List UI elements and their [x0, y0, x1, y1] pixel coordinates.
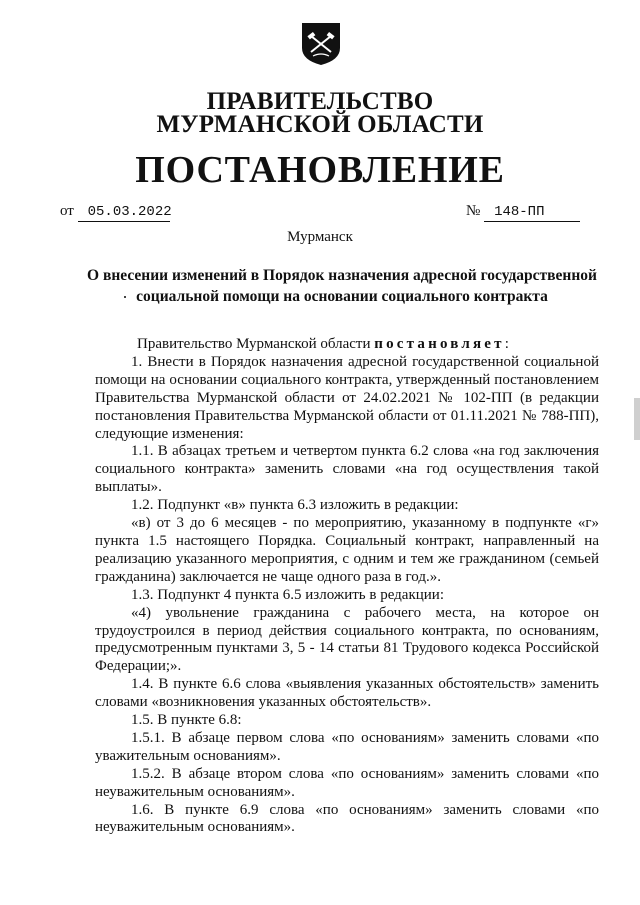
intro-text: Правительство Мурманской области — [137, 336, 375, 352]
paragraph: 1.2. Подпункт «в» пункта 6.3 изложить в редакции: — [131, 497, 459, 514]
paragraph: 1.5.2. В абзаце втором слова «по основаниям» заменить словами «по неуважительным основаниям». — [95, 765, 599, 800]
city-name: Мурманск — [287, 229, 353, 245]
document-title: О внесении изменений в Порядок назначения адресной государственной социальной помощи на основании социального контракта — [87, 267, 597, 305]
paragraph: 1.6. В пункте 6.9 слова «по основаниям» заменить словами «по неуважительным основаниям». — [95, 801, 599, 836]
number-prefix: № — [466, 203, 481, 219]
coat-of-arms-icon — [301, 22, 341, 66]
paragraph: 1.4. В пункте 6.6 слова «выявления указанных обстоятельств» заменить словами «возникновения указанных обстоятельств». — [95, 676, 599, 711]
paragraph: 1.1. В абзацах третьем и четвертом пункта 6.2 слова «на год заключения социального контракта» заменить словами «на год осуществления такой выплаты». — [95, 443, 599, 496]
government-name-line1: ПРАВИТЕЛЬСТВО — [206, 88, 434, 115]
decree-number — [466, 202, 580, 222]
paragraph: «4) увольнение гражданина с рабочего места, на которое он трудоустроился в период действия социального контракта, по основаниям, предусмотренным пунктами 3, 5 - 14 статьи 81 Трудового кодекса Российской Федерации;». — [95, 604, 599, 675]
scan-edge-shadow — [634, 398, 640, 440]
document-body — [95, 336, 599, 837]
date-value: 05.03.2022 — [78, 203, 170, 222]
number-value: 148-ПП — [484, 203, 580, 222]
government-name-line2: МУРМАНСКОЙ ОБЛАСТИ — [156, 111, 484, 138]
intro-end: : — [504, 336, 509, 352]
date-prefix: от — [60, 203, 74, 219]
paragraph: 1. Внести в Порядок назначения адресной государственной социальной помощи на основании социального контракта, утвержденный постановлением Правительства Мурманской области от 24.02.2021 № 102-ПП (в редакции постановления Правительства Мурманской области от 01.11.2021 № 788-ПП), следующие изменения: — [95, 353, 599, 442]
intro-paragraph — [95, 336, 599, 354]
scan-speck — [124, 296, 126, 298]
paragraph: 1.5.1. В абзаце первом слова «по основаниям» заменить словами «по уважительным основаниям». — [95, 729, 599, 764]
document-type-heading: ПОСТАНОВЛЕНИЕ — [135, 149, 505, 191]
resolves-word: постановляет — [374, 336, 505, 352]
decree-date — [60, 202, 170, 222]
paragraph: 1.3. Подпункт 4 пункта 6.5 изложить в редакции: — [131, 586, 444, 603]
paragraph: «в) от 3 до 6 месяцев - по мероприятию, указанному в подпункте «г» пункта 1.5 настоящего Порядка. Социальный контракт, направленный на реализацию указанного мероприятия, с одним и тем же гражданином (семьей гражданина) заключается не чаще одного раза в год.». — [95, 515, 599, 585]
paragraph: 1.5. В пункте 6.8: — [131, 712, 242, 729]
